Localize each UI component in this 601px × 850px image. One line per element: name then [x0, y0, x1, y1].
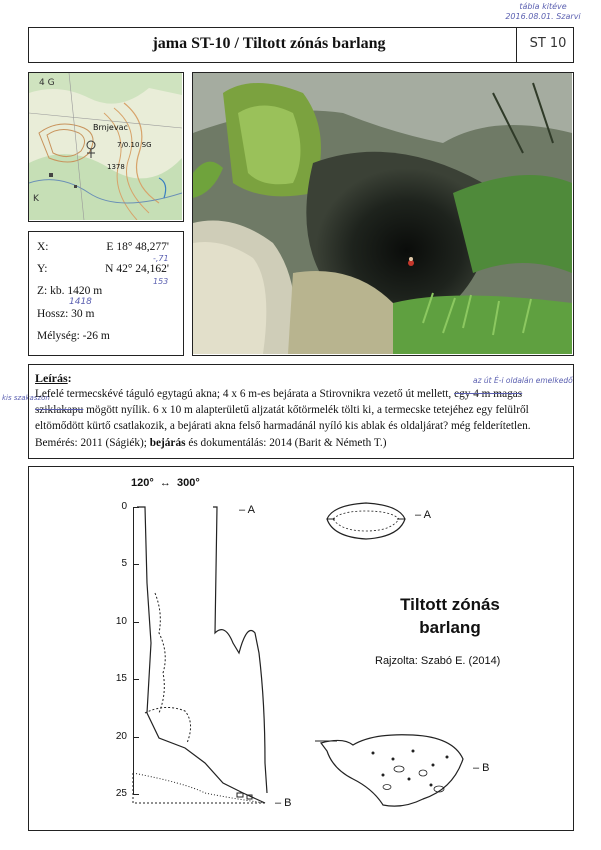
header-box	[28, 27, 574, 63]
drawing-author: Rajzolta: Szabó E. (2014)	[375, 655, 501, 667]
description-text-2: mögött nyílik. 6 x 10 m alapterületű aljzatát kőtörmelék tölti ki, a termecske tetejéhez egy felülről eltömődött kürtő csatlakozik, a bejárati akna felső harmadánál nyíló kis ablak és oldaljárat? még felderítetlen.	[35, 404, 531, 432]
y-value: N 42° 24,162'	[105, 263, 169, 275]
cross-section-a	[321, 497, 411, 547]
coordinates-box	[28, 231, 184, 356]
description-margin-note: kis szakaszon	[2, 394, 50, 402]
map-place-label: Brnjevac	[93, 123, 128, 132]
lat-correction-note: 153	[153, 277, 169, 286]
handwritten-note-line1: tábla kitéve	[519, 2, 567, 11]
svg-text:K: K	[33, 194, 39, 204]
y-label: Y:	[37, 263, 48, 275]
depth-tick-label-0: 0	[121, 501, 127, 512]
description-heading: Leírás	[35, 371, 68, 385]
description-insert-note: az út É-i oldalán emelkedő	[473, 376, 573, 385]
cross-section-b-marker: – B	[473, 762, 490, 774]
topographic-map	[29, 73, 182, 220]
x-label: X:	[37, 241, 49, 253]
survey-suffix: és dokumentálás: 2014 (Barit & Németh T.)	[185, 437, 387, 449]
map-point-label: 7/0.10 SG	[117, 141, 152, 149]
section-marker-a: – A	[239, 504, 255, 516]
cave-profile-section	[125, 503, 285, 808]
depth-tick-label-10: 10	[115, 616, 127, 627]
description-box	[28, 364, 574, 459]
x-value: E 18° 48,277'	[106, 241, 169, 253]
lon-correction-note: -,71	[153, 254, 169, 263]
description-struck-2: sziklakapu	[35, 404, 84, 416]
depth-text: Mélység: -26 m	[37, 330, 110, 342]
survey-line	[35, 437, 387, 449]
section-marker-b: – B	[275, 797, 292, 809]
map-spot-height: 1378	[107, 163, 125, 171]
handwritten-note-top	[488, 2, 598, 22]
depth-tick-label-5: 5	[121, 558, 127, 569]
description-heading-wrap	[35, 371, 72, 386]
map-box	[28, 72, 184, 222]
description-heading-colon: :	[67, 371, 72, 385]
cave-entrance-photo	[193, 73, 572, 354]
depth-tick-label-25: 25	[115, 788, 127, 799]
drawing-title-line2: barlang	[419, 618, 481, 637]
z-text: Z: kb. 1420 m	[37, 285, 103, 297]
depth-tick-label-15: 15	[115, 673, 127, 684]
drawing-title-line1: Tiltott zónás	[400, 595, 500, 614]
orientation-label: 120° ↔ 300°	[131, 477, 200, 489]
handwritten-note-line2: 2016.08.01. Szarvi	[505, 12, 581, 21]
depth-tick-label-20: 20	[115, 731, 127, 742]
length-text: Hossz: 30 m	[37, 308, 95, 320]
cross-section-b	[313, 729, 471, 814]
cross-section-a-marker: – A	[415, 509, 431, 521]
description-body	[35, 386, 567, 434]
page-title: jama ST-10 / Tiltott zónás barlang	[152, 35, 386, 52]
survey-prefix: Bemérés: 2011 (Ságiék);	[35, 437, 150, 449]
description-text-1: Lefelé termecskévé táguló egytagú akna; 4 x 6 m-es bejárata a Stirovnikra vezető út mellett,	[35, 388, 455, 400]
drawing-box	[28, 466, 574, 831]
survey-bold: bejárás	[149, 437, 186, 449]
depth-correction-note: 1418	[69, 297, 92, 307]
header-divider	[516, 28, 517, 62]
svg-text:4 G: 4 G	[39, 78, 55, 88]
cave-code: ST 10	[529, 36, 567, 51]
photo-box	[192, 72, 574, 356]
description-struck-1: egy 4 m magas	[454, 388, 523, 400]
